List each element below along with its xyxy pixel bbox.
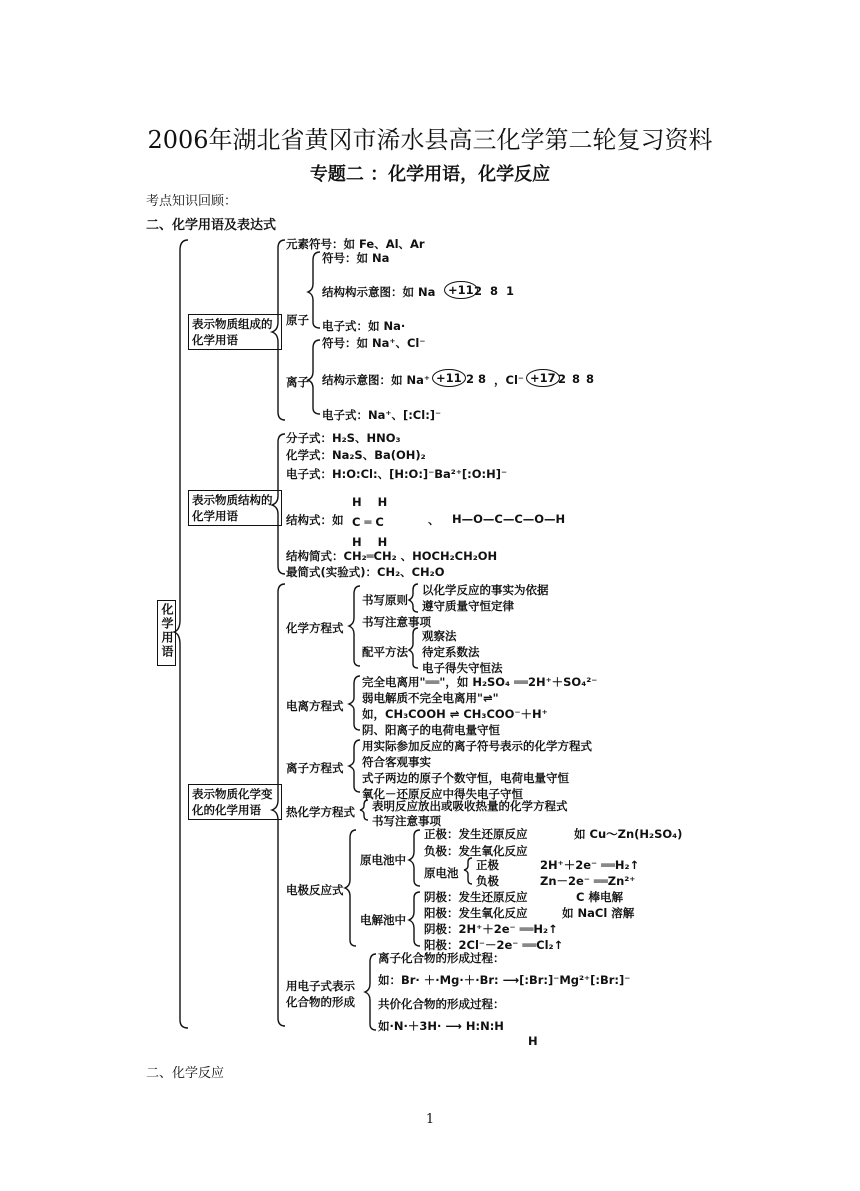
chem-eq-label: 化学方程式 (286, 621, 344, 635)
root-label: 化学用语 (160, 603, 174, 659)
ionic-brace (349, 740, 360, 792)
ion-label: 离子 (286, 375, 309, 389)
electrolysis-label: 电解池中 (360, 913, 406, 927)
eq-balance-2: 待定系数法 (422, 645, 480, 659)
eq-bal-brace (409, 628, 418, 668)
empirical-formula: 最简式(实验式)：CH₂、CH₂O (286, 565, 445, 579)
elec-2: 阳极：发生氧化反应 (424, 906, 528, 920)
section-heading-chemical-reaction: 二、化学反应 (146, 1066, 225, 1081)
elec-1-example: C 棒电解 (576, 890, 623, 904)
formation-3: 共价化合物的形成过程： (378, 997, 505, 1011)
cell-sub-brace (464, 858, 472, 884)
page-number: 1 (425, 1112, 435, 1127)
thermo-2: 书写注意事项 (372, 814, 441, 828)
formation-brace (365, 954, 376, 1030)
cell-brace (409, 830, 420, 886)
ion-structure: 结构示意图：如 Na⁺ (322, 373, 430, 387)
formation-4-h: H (528, 1034, 538, 1048)
ethylene-structure: H H C ═ C H H (352, 495, 388, 549)
document-title: 2006年湖北省黄冈市浠水县高三化学第二轮复习资料 (147, 126, 713, 154)
atom-symbol: 符号：如 Na (322, 251, 390, 265)
formation-2: 如：Br· ＋·Mg·＋·Br: ⟶[:Br:]⁻Mg²⁺[:Br:]⁻ (378, 973, 631, 987)
cell-label: 原电池中 (360, 853, 406, 867)
cat2-box: 表示物质结构的化学用语 (188, 490, 282, 526)
elec-brace (409, 892, 420, 946)
cell-3-label: 原电池 (424, 866, 459, 880)
diagram-heading: 二、化学用语及表达式 (146, 218, 277, 233)
ionic-eq-label: 离子方程式 (286, 761, 344, 775)
ionization-2: 弱电解质不完全电离用"⇌" (362, 691, 499, 705)
formation-4: 如·N·＋3H· ⟶ H:N:H (378, 1019, 504, 1033)
ion-shells-cl: 2 8 8 (558, 372, 596, 386)
eq-rule-1: 以化学反应的事实为依据 (422, 583, 549, 597)
element-symbol: 元素符号：如 Fe、Al、Ar (286, 237, 425, 251)
eq-balance-label: 配平方法 (362, 645, 408, 659)
ionization-4: 阴、阳离子的电荷电量守恒 (362, 723, 500, 737)
ionic-eq-1: 用实际参加反应的离子符号表示的化学方程式 (362, 739, 592, 753)
elec-1: 阴极：发生还原反应 (424, 890, 528, 904)
cell-3b-eq: Zn－2e⁻ ══Zn²⁺ (540, 874, 636, 888)
ionization-1: 完全电离用"══"，如 H₂SO₄ ══2H⁺＋SO₄²⁻ (362, 675, 598, 689)
ionization-3: 如，CH₃COOH ⇌ CH₃COO⁻＋H⁺ (362, 707, 548, 721)
eq-rule-2: 遵守质量守恒定律 (422, 599, 514, 613)
cat1-box: 表示物质组成的化学用语 (188, 314, 282, 350)
atom-structure: 结构构示意图：如 Na (322, 285, 436, 299)
thermo-brace (360, 800, 368, 820)
cell-3a: 正极 (476, 858, 499, 872)
electrode-brace (345, 830, 356, 946)
ion-symbol: 符号：如 Na⁺、Cl⁻ (322, 336, 426, 350)
thermo-1: 表明反应放出或吸收热量的化学方程式 (372, 799, 568, 813)
eq-rule-brace (409, 584, 418, 612)
ionization-brace (349, 676, 360, 730)
cell-2: 负极：发生氧化反应 (424, 844, 528, 858)
simplified-formula: 结构简式：CH₂═CH₂ 、HOCH₂CH₂OH (286, 549, 498, 563)
atom-nucleus: +11 (444, 281, 478, 299)
ionization-label: 电离方程式 (286, 699, 344, 713)
ion-brace (308, 340, 320, 414)
eq-balance-3: 电子得失守恒法 (422, 661, 503, 675)
atom-label: 原子 (286, 313, 309, 327)
structural-formula: 结构式：如 (286, 513, 344, 527)
ionic-eq-3: 式子两边的原子个数守恒，电荷电量守恒 (362, 771, 569, 785)
ion-electron: 电子式：Na⁺、[:Cl:]⁻ (322, 408, 442, 422)
formation-label-1: 用电子式表示 (286, 979, 355, 993)
elec-4: 阳极：2Cl⁻－2e⁻ ══Cl₂↑ (424, 938, 564, 952)
cell-3b: 负极 (476, 874, 499, 888)
root-brace (174, 240, 188, 1028)
formation-1: 离子化合物的形成过程： (378, 951, 505, 965)
eq-brace (349, 586, 360, 666)
atom-electron: 电子式：如 Na· (322, 319, 406, 333)
ion-shells-na: 2 8 (466, 372, 487, 386)
ion-nucleus-na: +11 (432, 369, 466, 387)
intro-label: 考点知识回顾： (146, 194, 238, 209)
elec-2-example: 如 NaCl 溶解 (562, 906, 635, 920)
ion-cl-label: ，Cl⁻ (494, 373, 524, 387)
ion-nucleus-cl: +17 (526, 369, 560, 387)
ethanol-structure: H—O—C—C—O—H (452, 512, 566, 526)
root-label-box (157, 600, 176, 666)
atom-shells: 2 8 1 (474, 284, 517, 298)
ionic-eq-2: 符合客观事实 (362, 755, 431, 769)
cell-1: 正极：发生还原反应 (424, 827, 528, 841)
eq-rule-label: 书写原则 (362, 593, 408, 607)
electron-formula: 电子式：H:O:Cl:、[H:O:]⁻Ba²⁺[:O:H]⁻ (286, 467, 508, 481)
molecular-formula: 分子式：H₂S、HNO₃ (286, 431, 401, 445)
formation-label-2: 化合物的形成 (286, 995, 355, 1009)
structure-separator: 、 (428, 513, 440, 527)
cat3-box: 表示物质化学变化的化学用语 (188, 784, 282, 820)
eq-balance-1: 观察法 (422, 629, 457, 643)
elec-3: 阴极：2H⁺＋2e⁻ ══H₂↑ (424, 922, 558, 936)
chemical-formula: 化学式：Na₂S、Ba(OH)₂ (286, 448, 426, 462)
ionic-eq-4: 氧化－还原反应中得失电子守恒 (362, 787, 523, 801)
atom-brace (308, 252, 320, 328)
cell-3a-eq: 2H⁺＋2e⁻ ══H₂↑ (540, 858, 640, 872)
document-subtitle: 专题二 ：化学用语，化学反应 (309, 164, 551, 185)
thermo-label: 热化学方程式 (286, 805, 355, 819)
eq-note: 书写注意事项 (362, 615, 431, 629)
cell-1-example: 如 Cu～Zn(H₂SO₄) (574, 827, 683, 841)
electrode-label: 电极反应式 (286, 883, 344, 897)
